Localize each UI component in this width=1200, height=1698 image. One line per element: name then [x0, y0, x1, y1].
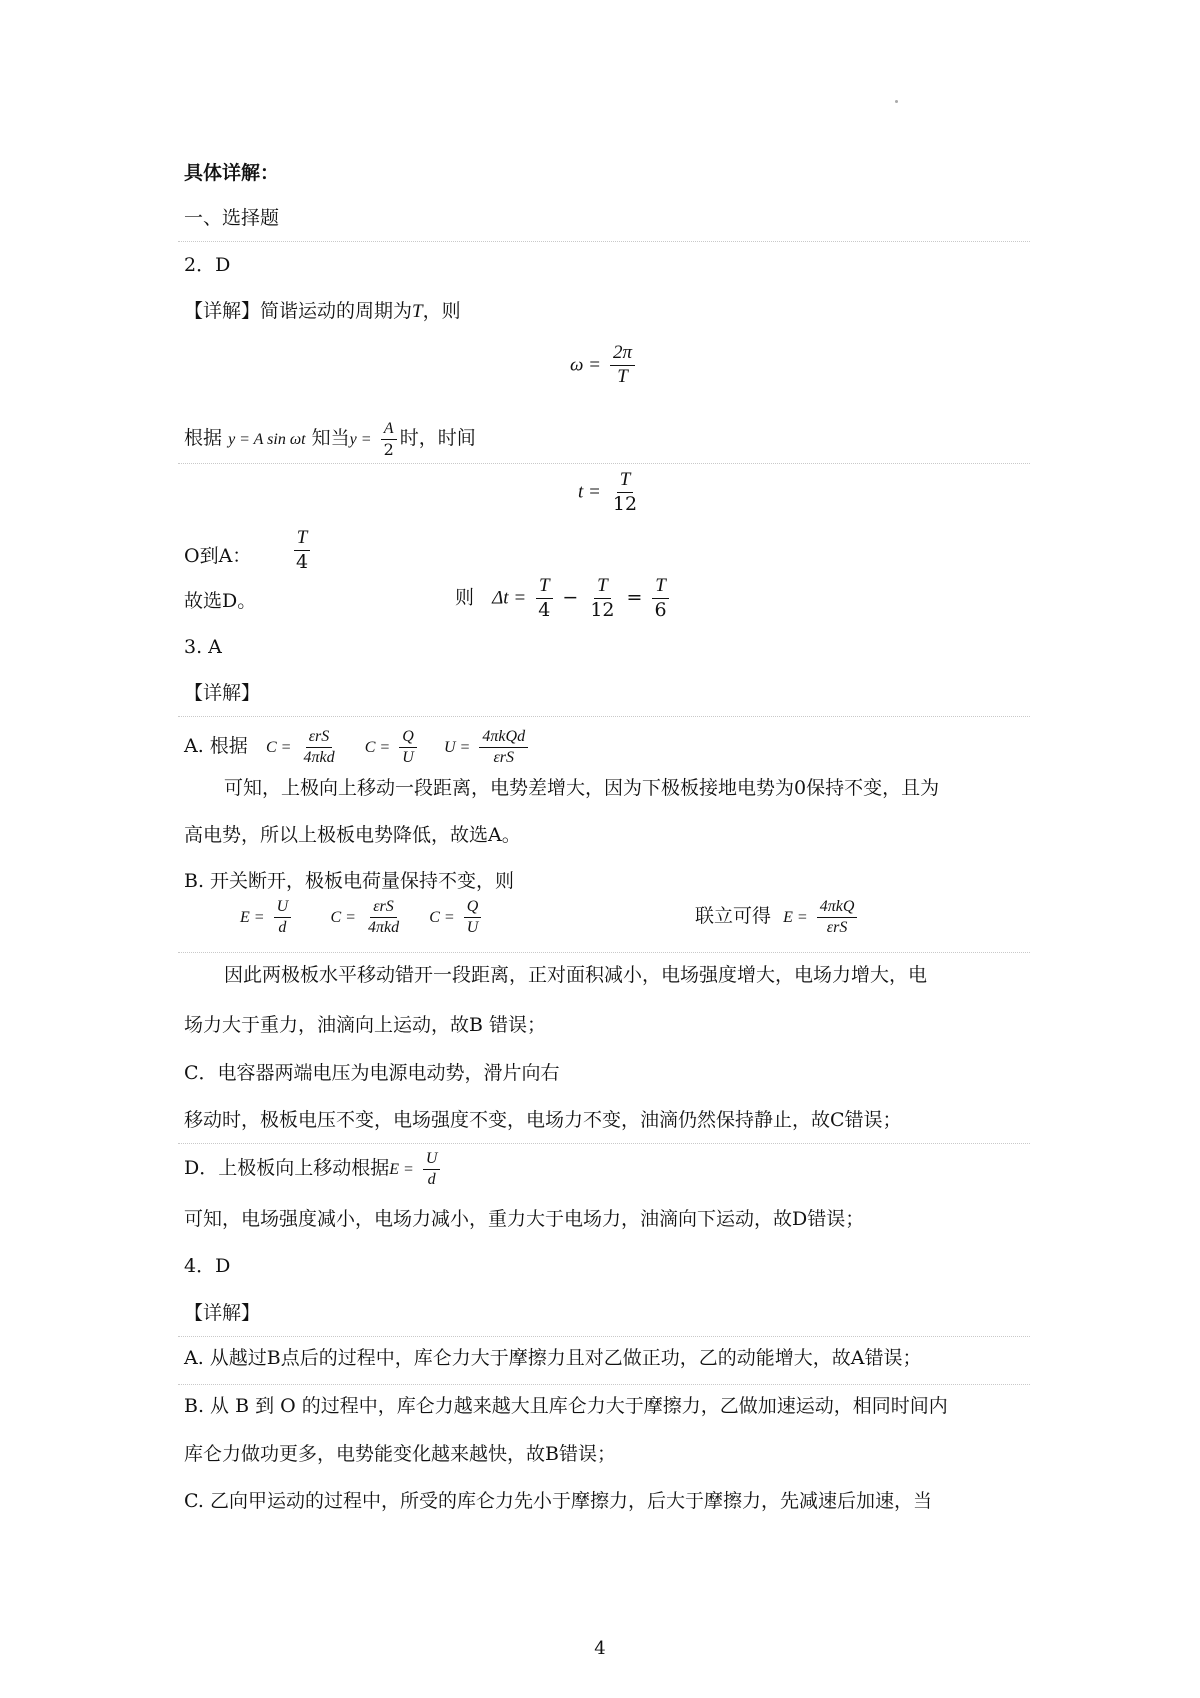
section-title: 一、选择题 — [184, 207, 280, 229]
q3-c-text-2: 移动时，极板电压不变，电场强度不变，电场力不变，油滴仍然保持静止，故C错误； — [184, 1109, 902, 1131]
q2-choose: 故选D。 — [184, 590, 257, 612]
q3-b-text-2: 场力大于重力，油滴向上运动，故B 错误； — [184, 1014, 547, 1036]
q4-b-text-1: B. 从 B 到 O 的过程中，库仑力越来越大且库仑力大于摩擦力，乙做加速运动，相同时间内 — [184, 1395, 948, 1417]
q3-c-text-1: C．电容器两端电压为电源电动势，滑片向右 — [184, 1062, 560, 1084]
divider — [178, 1143, 1030, 1144]
q4-detail: 【详解】 — [184, 1302, 261, 1324]
page-number: 4 — [594, 1638, 606, 1659]
q2-line-a: 根据 y = A sin ωt 知当y = $\frac{A}{2}$ 时，时间 — [184, 420, 476, 459]
q2-oa-label: O到A： — [184, 545, 252, 567]
q4-answer: 4．D — [184, 1255, 231, 1277]
q3-answer: 3. A — [184, 636, 222, 658]
q3-d-text: 可知，电场强度减小，电场力减小，重力大于电场力，油滴向下运动，故D错误； — [184, 1208, 865, 1230]
q3-a-formulas: A. 根据 C = $\frac{\text{εrS}}{\text{4πkd}}$ C = $\frac{Q}{U}$ U = $\frac{\text{4πkQd}}{\text{εrS}}$ — [184, 728, 531, 766]
q2-detail-intro: 【详解】简谐运动的周期为T，则 — [184, 300, 461, 322]
q3-b-combined: 联立可得 E = $\frac{\text{4πkQ}}{\text{εrS}}$ — [695, 898, 860, 936]
divider — [178, 463, 1030, 464]
q3-d-formula: D．上极板向上移动根据E = $\frac{U}{d}$ — [184, 1150, 443, 1188]
q4-c-text: C. 乙向甲运动的过程中，所受的库仑力先小于摩擦力，后大于摩擦力，先减速后加速，当 — [184, 1490, 932, 1512]
q4-a-text: A. 从越过B点后的过程中，库仑力大于摩擦力且对乙做正功，乙的动能增大，故A错误； — [184, 1347, 922, 1369]
section-header: 具体详解： — [184, 162, 280, 184]
scan-speck — [895, 100, 898, 103]
q2-answer: 2．D — [184, 254, 231, 276]
q2-delta-equation: 则 Δt = $\frac{T}{4}$ − $\frac{T}{12}$ = $\frac{T}{6}$ — [455, 576, 673, 621]
divider — [178, 241, 1030, 242]
divider — [178, 952, 1030, 953]
q3-b-formulas: E = $\frac{U}{d}$ C = $\frac{\text{εrS}}{\text{4πkd}}$ C = $\frac{Q}{U}$ — [240, 898, 484, 936]
q2-oa-fraction: $\frac{T}{4}$ — [290, 528, 314, 573]
divider — [178, 1336, 1030, 1337]
q2-omega-equation: ω = $\frac{2\pi}{T}$ — [570, 343, 638, 388]
q3-b-text-1: 因此两极板水平移动错开一段距离，正对面积减小，电场强度增大，电场力增大，电 — [224, 964, 928, 986]
q4-b-text-2: 库仑力做功更多，电势能变化越来越快，故B错误； — [184, 1443, 616, 1465]
q3-detail: 【详解】 — [184, 682, 261, 704]
q3-b-prefix: B. 开关断开，极板电荷量保持不变，则 — [184, 870, 515, 892]
q3-a-text-2: 高电势，所以上极板电势降低，故选A。 — [184, 824, 521, 846]
divider — [178, 1384, 1030, 1385]
q2-t-equation: t = $\frac{T}{12}$ — [578, 469, 638, 515]
divider — [178, 716, 1030, 717]
q3-a-text-1: 可知，上极向上移动一段距离，电势差增大，因为下极板接地电势为0保持不变，且为 — [224, 777, 940, 799]
